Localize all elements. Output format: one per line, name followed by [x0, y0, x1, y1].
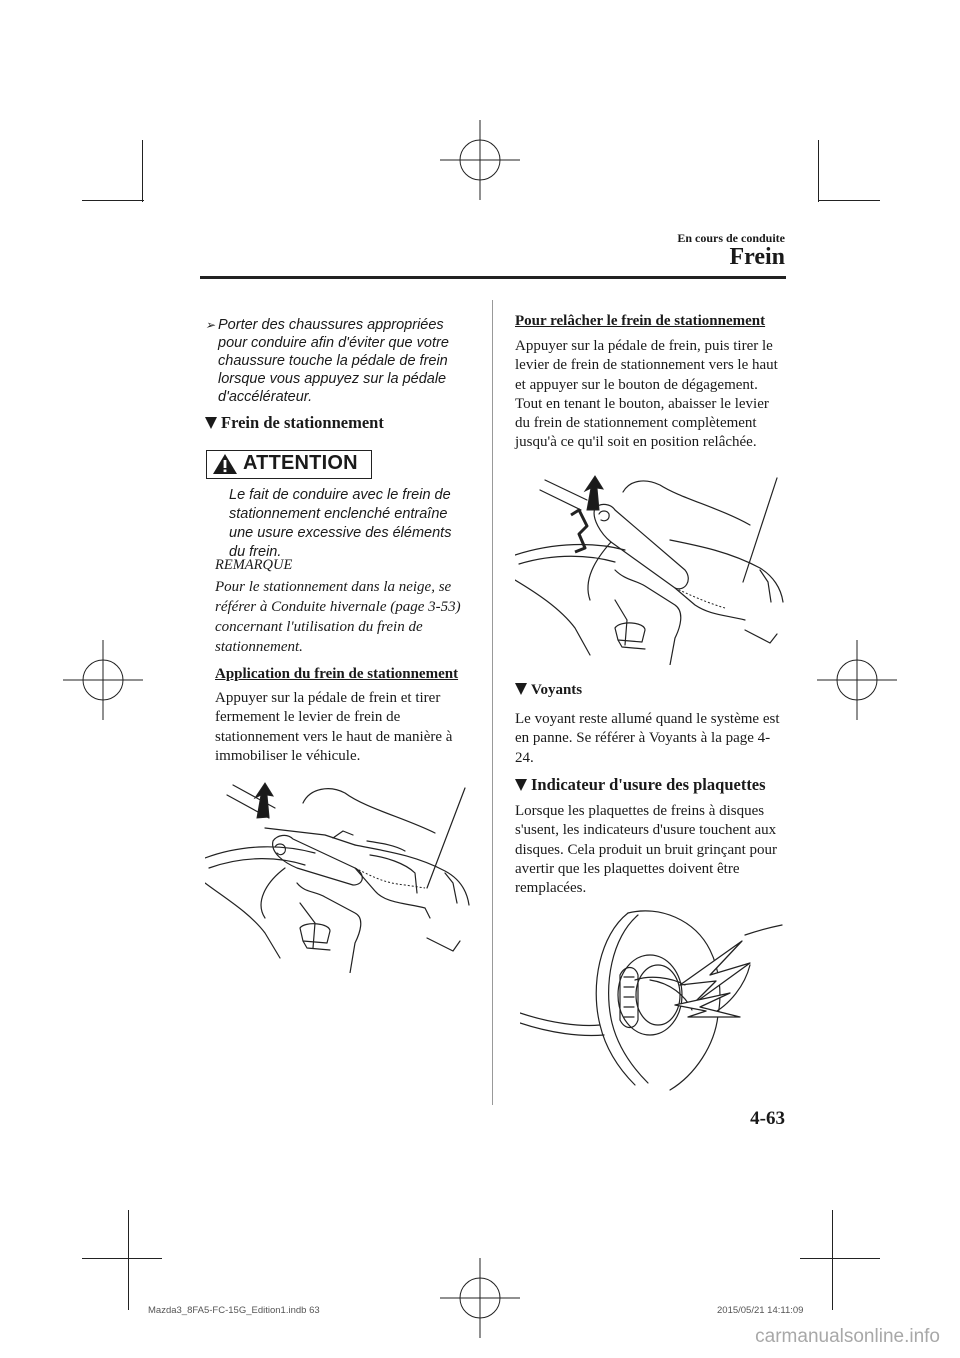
crop-mark: [142, 140, 143, 202]
running-header-section: En cours de conduite: [677, 231, 785, 245]
crop-mark: [128, 1210, 129, 1310]
crop-mark: [82, 200, 144, 201]
registration-mark: [440, 1258, 520, 1338]
registration-mark: [817, 640, 897, 720]
watermark: carmanualsonline.info: [755, 1326, 940, 1347]
page-number: 4-63: [750, 1108, 785, 1129]
subheading-release-parking-brake: Pour relâcher le frein de stationnement: [515, 313, 766, 329]
wear-indicator-text: Lorsque les plaquettes de freins à disques s'usent, les indicateurs d'usure touchent aux disques. Cela produit un bruit grinçant pour avertir que les plaquettes doivent être remplacées.: [515, 803, 778, 897]
section-heading-parking-brake: [205, 413, 384, 433]
attention-label: ATTENTION: [243, 452, 358, 474]
registration-mark: [440, 120, 520, 200]
parking-brake-apply-illustration: [205, 773, 470, 973]
print-footer-file: Mazda3_8FA5-FC-15G_Edition1.indb 63: [148, 1305, 320, 1316]
crop-mark: [82, 1258, 162, 1259]
triangle-down-icon: [515, 683, 527, 695]
crop-mark: [800, 1258, 880, 1259]
voyants-text: Le voyant reste allumé quand le système est en panne. Se référer à Voyants à la page 4-24.: [515, 711, 780, 766]
bullet-arrow-icon: ➢: [205, 318, 216, 332]
parking-brake-release-illustration: [515, 470, 785, 665]
release-parking-brake-text: Appuyer sur la pédale de frein, puis tirer le levier de frein de stationnement vers le haut et appuyer sur le bouton de dégagement. Tout en tenant le bouton, abaisser le levier du frein de stationnement complètement jusqu'à ce qu'il soit en position relâchée.: [515, 338, 778, 451]
attention-text: Le fait de conduire avec le frein de stationnement enclenché entraîne une usure excessive des éléments du frein.: [229, 487, 452, 560]
heading-text: Voyants: [531, 682, 583, 698]
bullet-text: Porter des chaussures appropriées pour conduire afin d'éviter que votre chaussure touche la pédale de frein lorsque vous appuyez sur la pédale d'accélérateur.: [218, 317, 449, 405]
heading-text: Indicateur d'usure des plaquettes: [531, 775, 766, 794]
triangle-down-icon: [205, 417, 217, 429]
attention-box: [206, 450, 372, 479]
running-header-title: Frein: [729, 244, 785, 270]
header-rule: [200, 276, 786, 279]
column-divider: [492, 300, 493, 1105]
bullet-item: [205, 316, 467, 406]
heading-text: Frein de stationnement: [221, 413, 384, 432]
registration-mark: [63, 640, 143, 720]
print-footer-timestamp: 2015/05/21 14:11:09: [717, 1305, 804, 1316]
remark-label: REMARQUE: [215, 557, 293, 573]
section-heading-wear-indicator: [515, 775, 766, 795]
subheading-apply-parking-brake: Application du frein de stationnement: [215, 666, 459, 682]
apply-parking-brake-text: Appuyer sur la pédale de frein et tirer fermement le levier de frein de stationnement vers le haut de manière à immobiliser le véhicule.: [215, 690, 453, 764]
brake-pad-wear-illustration: [520, 905, 785, 1095]
triangle-down-icon: [515, 779, 527, 791]
warning-triangle-icon: [212, 453, 238, 475]
crop-mark: [832, 1210, 833, 1310]
section-heading-voyants: [515, 682, 582, 699]
crop-mark: [818, 140, 819, 202]
remark-text: Pour le stationnement dans la neige, se référer à Conduite hivernale (page 3-53) concernant l'utilisation du frein de stationnement.: [215, 579, 461, 655]
crop-mark: [818, 200, 880, 201]
